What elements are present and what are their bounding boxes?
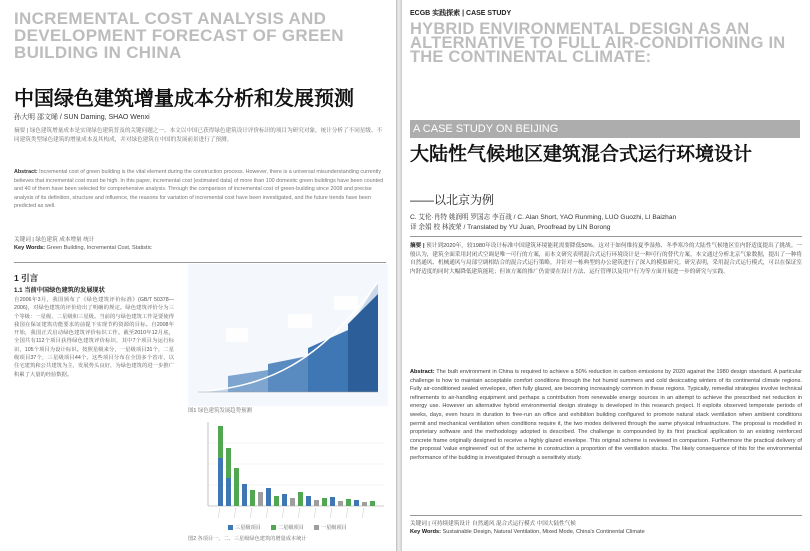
right-subtitle: ——以北京为例 (410, 193, 495, 207)
right-running-header: ECGB 实践探索 | CASE STUDY (410, 10, 512, 17)
left-keywords-zh: 关键词 | 绿色建筑 成本增量 统计 (14, 237, 95, 243)
legend-item-three-star: 三星级项目 (228, 524, 261, 531)
right-page (402, 0, 810, 551)
right-author-names: C. 艾伦·肖特 姚润明 罗国志 李百战 / C. Alan Short, YAO Runming, LUO Guozhi, LI Baizhan (410, 214, 677, 221)
right-title-zh: 大陆性气候地区建筑混合式运行环境设计 (410, 144, 753, 165)
right-title-en: HYBRID ENVIRONMENTAL DESIGN AS AN ALTERNATIVE TO FULL AIR-CONDITIONING IN THE CONTINENTAL CLIMATE: (410, 20, 786, 66)
right-keywords (410, 520, 802, 537)
right-abstract-en-label: Abstract: (410, 369, 435, 375)
figure-1-caption: 图1 绿色建筑发展趋势预测 (188, 408, 252, 414)
figure-2-caption: 图2 各项目一、二、三星级绿色建筑的增量成本统计 (188, 536, 307, 542)
left-keywords-en: Green Building, Incremental Cost, Statistic (46, 245, 152, 252)
case-study-bar: A CASE STUDY ON BEIJING (410, 120, 800, 138)
right-keywords-zh: 关键词 | 可持续建筑设计 自然通风 混合式运行模式 中国大陆性气候 (410, 521, 576, 527)
figure-2-bars (218, 426, 375, 506)
right-abstract-en (410, 368, 802, 463)
right-keywords-en-label: Key Words: (410, 529, 441, 536)
legend-item-one-star: 一星级项目 (314, 524, 347, 531)
right-keywords-divider (410, 515, 802, 516)
left-abstract-en (14, 168, 386, 211)
left-keywords (14, 236, 386, 253)
left-body-text: 自2006年3月，我国颁布了《绿色建筑评价标准》(GB/T 50378—2006)，对绿色建筑的评价给出了明确的规定。绿色建筑评价分为三个等级：一星级、二星级和三星级。当前的与绿色建筑工作是要使得我国在保证建筑功能要求的前提下实现节约资源的目标。自2008年开始，我国正式启动绿色建筑评价标识工作。截至2010年12月底，全国共有112个项目获得绿色建筑评价标识，其中7个项目为运行标识，105个项目为设计标识。按照星级来分，一星级项目31个，二星级项目37个，三星级项目44个。这些项目分布在全国多个省市，以住宅建筑和公共建筑为主，发展势头良好，为绿色建筑的进一步推广积累了大量的经验数据。 (14, 297, 174, 378)
left-abstract-en-text: Incremental cost of green building is the vital element during the construction process. However, there is a universal misunderstanding currently believes that incremental cost must be high. In this paper, incremental cost (estimated data) of more than 100 domestic green buildings have been counted and 40 of them have been selected for comprehensive analysis. Through the comparison of incremental cost of green-building since 2008 and precise analysis of its definition, structure and influence, the reasons for variation of incremental cost have been investigated, and the future trends have been predicted as well. (14, 169, 384, 210)
left-title-en: INCREMENTAL COST ANALYSIS AND DEVELOPMENT FORECAST OF GREEN BUILDING IN CHINA (14, 9, 344, 62)
left-keywords-en-label: Key Words: (14, 245, 45, 252)
right-abstract-zh (410, 242, 802, 277)
left-keywords-en-line (14, 244, 386, 252)
right-abstract-en-text: The built environment in China is required to achieve a 50% reduction in carbon emissions by 2020 against the 1980 design standard. A particular challenge is how to maintain acceptable comfort conditions through the hot humid summers and cold desiccating winters of its continental climate regions. Fully air-conditioned sealed envelopes, often fully glazed, are becoming increasingly common in these regions. Typically, remedial strategies involve technical refinements to air-handling equipment and perhaps a contribution from renewable energy sources in an attempt to achieve the prescribed net reduction in energy use. However an alternative hybrid environmental design strategy is developed in this research project. It exploits observed temperate periods of weeks, days, even hours in duration to free-run an office and exhibition building configured to promote natural stack ventilation when ambient conditions permit and mechanical ventilation when conditions require it, the two modes delivered through the same physical infrastructure. The proposal is modelled in proprietary software and the methodology adopted is described. The challenge is compounded by its first practical application to an existing reinforced concrete frame originally designed to receive a highly glazed envelope. This original scheme is reviewed in comparison. Furthermore the practical delivery of the proposal 'value engineered' out of the scheme in construction a proportion of the ventilation stacks. The likely consequence of this for the environmental performance of the building is investigated through a sensitivity study. (410, 369, 802, 461)
left-section-heading: 1 引言 (14, 273, 39, 283)
figure-1-growth-chart (188, 264, 388, 406)
right-keywords-en-line (410, 528, 802, 536)
right-authors (410, 213, 802, 232)
figure-2-bar-chart (196, 418, 388, 524)
right-translators: 译 余娟 校 林波荣 / Translated by YU Juan, Proofread by LIN Borong (410, 223, 611, 231)
right-keywords-en: Sustainable Design, Natural Ventilation, Mixed Mode, China's Continental Climate (442, 529, 645, 536)
left-abstract-en-label: Abstract: (14, 169, 38, 175)
left-subsection-heading: 1.1 当前中国绿色建筑的发展现状 (14, 287, 105, 294)
left-title-zh: 中国绿色建筑增量成本分析和发展预测 (14, 88, 354, 110)
left-abstract-zh: 摘要 | 绿色建筑增量成本是实现绿色建筑普及的关键问题之一。本文以中国已获得绿色建筑设计评价标识的项目为研究对象，统计分析了不同星级、不同建筑类型绿色建筑的增量成本及其构成，并对绿色建筑在中国的发展前景进行了预测。 (14, 128, 383, 143)
figure-2-legend (228, 524, 388, 531)
left-page (0, 0, 396, 551)
legend-item-two-star: 二星级项目 (271, 524, 304, 531)
right-divider (410, 236, 802, 237)
right-abstract-zh-text: 预计到2020年，较1980年设计标准中国建筑环境能耗需要降低50%。这对于如何维持夏季湿热、冬季寒冷的大陆性气候地区室内舒适度提出了挑战。一般认为，建筑全面采用封闭式空调是唯一可行的方案，而本文研究表明混合式运行环境设计是一种可行的替代方案。本文通过分析北京气象数据，提出了一种将自然通风、机械通风与局部空调相结合的混合式运行策略，并针对一栋典型的办公建筑进行了深入的模拟研究。研究表明，采用混合式运行模式，可以在保证室内舒适度的同时大幅降低建筑能耗；但该方案的推广仍需要在设计方法、运行管理以及用户行为等方面开展进一步的研究与实践。 (410, 243, 802, 276)
right-abstract-zh-label: 摘要 | (410, 243, 425, 249)
left-authors: 孙大明 邵文晞 / SUN Daming, SHAO Wenxi (14, 114, 150, 121)
left-divider (14, 262, 386, 263)
